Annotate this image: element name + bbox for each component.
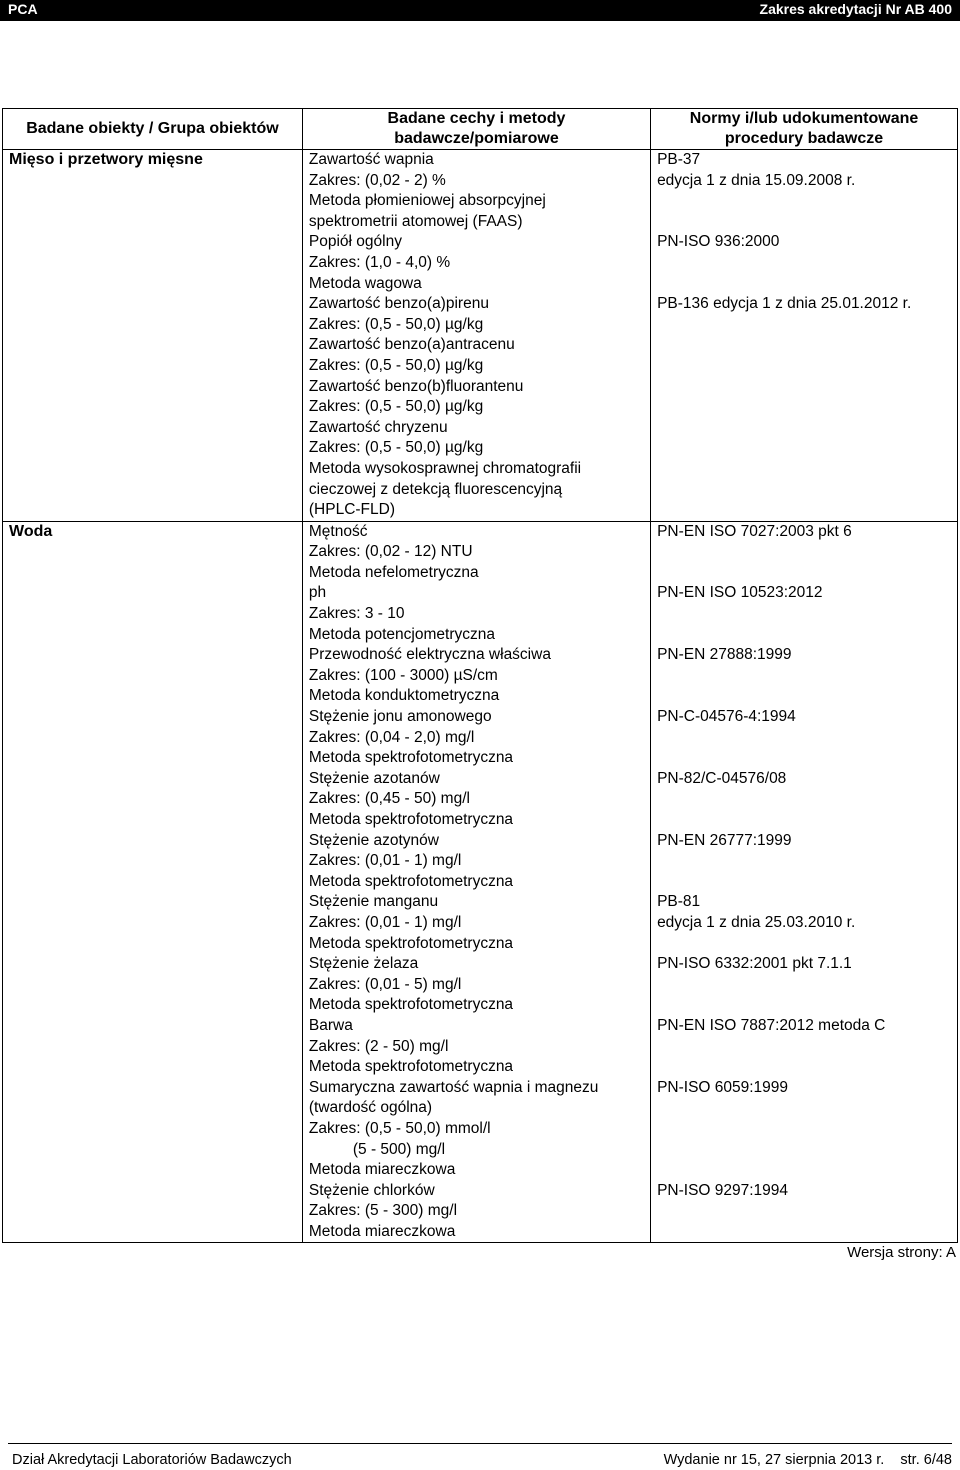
methods-cell [302, 521, 650, 1243]
method-line: (5 - 500) mg/l [352, 1140, 446, 1158]
norm-line: PB-37 [657, 151, 701, 168]
column-header-methods: Badane cechy i metody badawcze/pomiarowe [302, 109, 650, 150]
method-entry [309, 645, 644, 707]
method-line: Metoda miareczkowa [308, 1161, 456, 1179]
spacer-line [657, 274, 951, 295]
method-entry [309, 150, 644, 232]
method-line: Zawartość chryzenu [308, 418, 448, 436]
method-line: Zakres: (0,04 - 2,0) mg/l [308, 728, 475, 746]
norm-line: PN-EN ISO 10523:2012 [657, 584, 823, 602]
spacer-line [657, 1098, 951, 1119]
table-header-row [3, 109, 958, 150]
norm-line: PN-ISO 9297:1994 [657, 1181, 789, 1199]
spacer-line [657, 995, 951, 1016]
norm-entry [657, 1181, 951, 1243]
norm-line: PN-C-04576-4:1994 [657, 708, 796, 726]
method-line: Zakres: (0,02 - 12) NTU [308, 543, 473, 561]
method-line: Zakres: (0,5 - 50,0) µg/kg [308, 439, 484, 457]
page-header-bar [0, 0, 960, 21]
method-line: Zakres: (0,02 - 2) % [308, 171, 446, 189]
method-line: Zakres: (0,01 - 1) mg/l [308, 913, 462, 931]
norm-entry [657, 831, 951, 893]
norms-cell [651, 150, 958, 522]
method-entry [309, 707, 644, 769]
method-line: Zakres: (1,0 - 4,0) % [308, 253, 451, 271]
spacer-line [657, 212, 951, 233]
method-line: Mętność [308, 522, 368, 540]
table-row [3, 521, 958, 1243]
method-line: Barwa [308, 1016, 353, 1034]
method-line: Metoda spektrofotometryczna [308, 872, 514, 890]
spacer-line [657, 542, 951, 563]
method-entry [309, 522, 644, 584]
norm-line: PN-ISO 936:2000 [657, 233, 780, 251]
spacer-line [657, 191, 951, 212]
spacer-line [657, 789, 951, 810]
footer-divider [8, 1443, 952, 1444]
spacer-line [657, 604, 951, 625]
method-line: Zawartość benzo(a)pirenu [308, 295, 489, 313]
spacer-line [657, 315, 951, 336]
method-entry [309, 954, 644, 1016]
spacer-line [657, 748, 951, 769]
norms-cell [651, 521, 958, 1243]
method-line: Zakres: (0,5 - 50,0) µg/kg [308, 356, 484, 374]
spacer-line [657, 438, 951, 459]
method-line: Zakres: (0,01 - 1) mg/l [308, 852, 462, 870]
method-line: Stężenie żelaza [308, 955, 419, 973]
method-line: cieczowej z detekcją fluorescencyjną [308, 480, 563, 498]
norm-line: PN-82/C-04576/08 [657, 769, 787, 787]
method-line: Stężenie manganu [308, 893, 439, 911]
spacer-line [657, 500, 951, 521]
norm-entry [657, 1078, 951, 1181]
norm-line: PN-ISO 6332:2001 pkt 7.1.1 [657, 955, 852, 973]
method-entry [309, 1078, 644, 1181]
spacer-line [657, 253, 951, 274]
spacer-line [657, 335, 951, 356]
method-line: Metoda nefelometryczna [308, 563, 479, 581]
method-line: Stężenie azotanów [308, 769, 440, 787]
spacer-line [657, 625, 951, 646]
method-entry [309, 831, 644, 893]
spacer-line [657, 872, 951, 893]
method-line: Zakres: (5 - 300) mg/l [308, 1202, 458, 1220]
method-line: (HPLC-FLD) [308, 501, 395, 519]
method-entry [309, 892, 644, 954]
spacer-line [657, 851, 951, 872]
method-line: Metoda miareczkowa [308, 1222, 456, 1240]
table-body [3, 150, 958, 1243]
method-line: Zakres: (0,5 - 50,0) mmol/l [308, 1119, 491, 1137]
table-row [3, 150, 958, 522]
method-line: Metoda wysokosprawnej chromatografii [308, 459, 582, 477]
norm-line: PN-EN 27888:1999 [657, 646, 792, 664]
spacer-line [657, 1222, 951, 1243]
method-line: Zakres: (0,5 - 50,0) µg/kg [308, 315, 484, 333]
spacer-line [657, 563, 951, 584]
method-line: Zakres: (0,5 - 50,0) µg/kg [308, 398, 484, 416]
spacer-line [657, 934, 951, 955]
spacer-line [657, 480, 951, 501]
norm-line: PN-ISO 6059:1999 [657, 1078, 789, 1096]
method-line: Zawartość benzo(a)antracenu [308, 336, 515, 354]
norm-entry [657, 645, 951, 707]
footer-department: Dział Akredytacji Laboratoriów Badawczych [12, 1452, 292, 1468]
method-line: ph [308, 584, 327, 602]
page-version-note: Wersja strony: A [847, 1244, 956, 1261]
method-entry [309, 1016, 644, 1078]
method-line: Metoda spektrofotometryczna [308, 934, 514, 952]
norm-entry [657, 769, 951, 831]
norm-entry [657, 1016, 951, 1078]
spacer-line [657, 1201, 951, 1222]
spacer-line [657, 418, 951, 439]
method-line: Zakres: (2 - 50) mg/l [308, 1037, 449, 1055]
method-line: Zakres: 3 - 10 [308, 605, 405, 623]
method-line: Stężenie azotynów [308, 831, 439, 849]
method-line: Metoda spektrofotometryczna [308, 811, 514, 828]
method-line: Sumaryczna zawartość wapnia i magnezu [308, 1078, 599, 1096]
spacer-line [657, 397, 951, 418]
method-line: Metoda spektrofotometryczna [308, 996, 514, 1014]
method-line: Zakres: (100 - 3000) µS/cm [308, 666, 498, 684]
method-line: Metoda spektrofotometryczna [308, 1058, 514, 1076]
header-right-title: Zakres akredytacji Nr AB 400 [759, 1, 952, 17]
method-entry [309, 232, 644, 294]
spacer-line [657, 686, 951, 707]
norm-entry [657, 150, 951, 232]
method-line: Stężenie jonu amonowego [308, 708, 492, 726]
method-entry [309, 1181, 644, 1243]
object-group-cell: Woda [3, 521, 303, 1243]
norm-line: PN-EN ISO 7027:2003 pkt 6 [657, 522, 852, 540]
method-line: Zakres: (0,01 - 5) mg/l [308, 975, 462, 993]
spacer-line [657, 810, 951, 831]
method-entry [309, 294, 644, 521]
header-left-label: PCA [8, 1, 38, 17]
method-line: Metoda potencjometryczna [308, 625, 495, 643]
method-line: spektrometrii atomowej (FAAS) [308, 212, 523, 230]
spacer-line [657, 728, 951, 749]
spacer-line [657, 356, 951, 377]
method-line: (twardość ogólna) [308, 1099, 433, 1117]
norm-entry [657, 522, 951, 584]
method-line: Stężenie chlorków [308, 1181, 435, 1199]
norm-line: PN-EN 26777:1999 [657, 831, 792, 849]
column-header-norms: Normy i/lub udokumentowane procedury badawcze [651, 109, 958, 150]
method-line: Metoda spektrofotometryczna [308, 749, 514, 767]
norm-entry [657, 294, 951, 521]
spacer-line [657, 377, 951, 398]
methods-cell [302, 150, 650, 522]
object-group-cell: Mięso i przetwory mięsne [3, 150, 303, 522]
spacer-line [657, 1057, 951, 1078]
norm-entry [657, 583, 951, 645]
norm-entry [657, 707, 951, 769]
method-line: Zawartość benzo(b)fluorantenu [308, 377, 524, 395]
spacer-line [657, 459, 951, 480]
spacer-line [657, 666, 951, 687]
norm-line: edycja 1 z dnia 25.03.2010 r. [657, 913, 856, 931]
spacer-line [657, 1160, 951, 1181]
norm-line: PN-EN ISO 7887:2012 metoda C [657, 1016, 886, 1034]
column-header-objects: Badane obiekty / Grupa obiektów [3, 109, 303, 150]
spacer-line [657, 1037, 951, 1058]
method-line: Metoda płomieniowej absorpcyjnej [308, 192, 546, 210]
method-line: Przewodność elektryczna właściwa [308, 646, 551, 664]
method-entry [309, 583, 644, 645]
norm-line: PB-81 [657, 893, 701, 911]
footer-edition-page: Wydanie nr 15, 27 sierpnia 2013 r. str. 6/48 [663, 1452, 952, 1468]
norm-line: PB-136 edycja 1 z dnia 25.01.2012 r. [657, 295, 912, 313]
method-line: Metoda wagowa [308, 274, 422, 292]
method-line: Zawartość wapnia [308, 151, 434, 168]
method-line: Metoda konduktometryczna [308, 687, 500, 705]
norm-entry [657, 232, 951, 294]
norm-entry [657, 954, 951, 1016]
spacer-line [657, 975, 951, 996]
norm-entry [657, 892, 951, 954]
spacer-line [657, 1140, 951, 1161]
norm-line: edycja 1 z dnia 15.09.2008 r. [657, 171, 856, 189]
method-line: Popiół ogólny [308, 233, 402, 251]
spacer-line [657, 1119, 951, 1140]
method-line: Zakres: (0,45 - 50) mg/l [308, 790, 470, 808]
method-entry [309, 769, 644, 831]
accreditation-table [2, 108, 958, 1243]
